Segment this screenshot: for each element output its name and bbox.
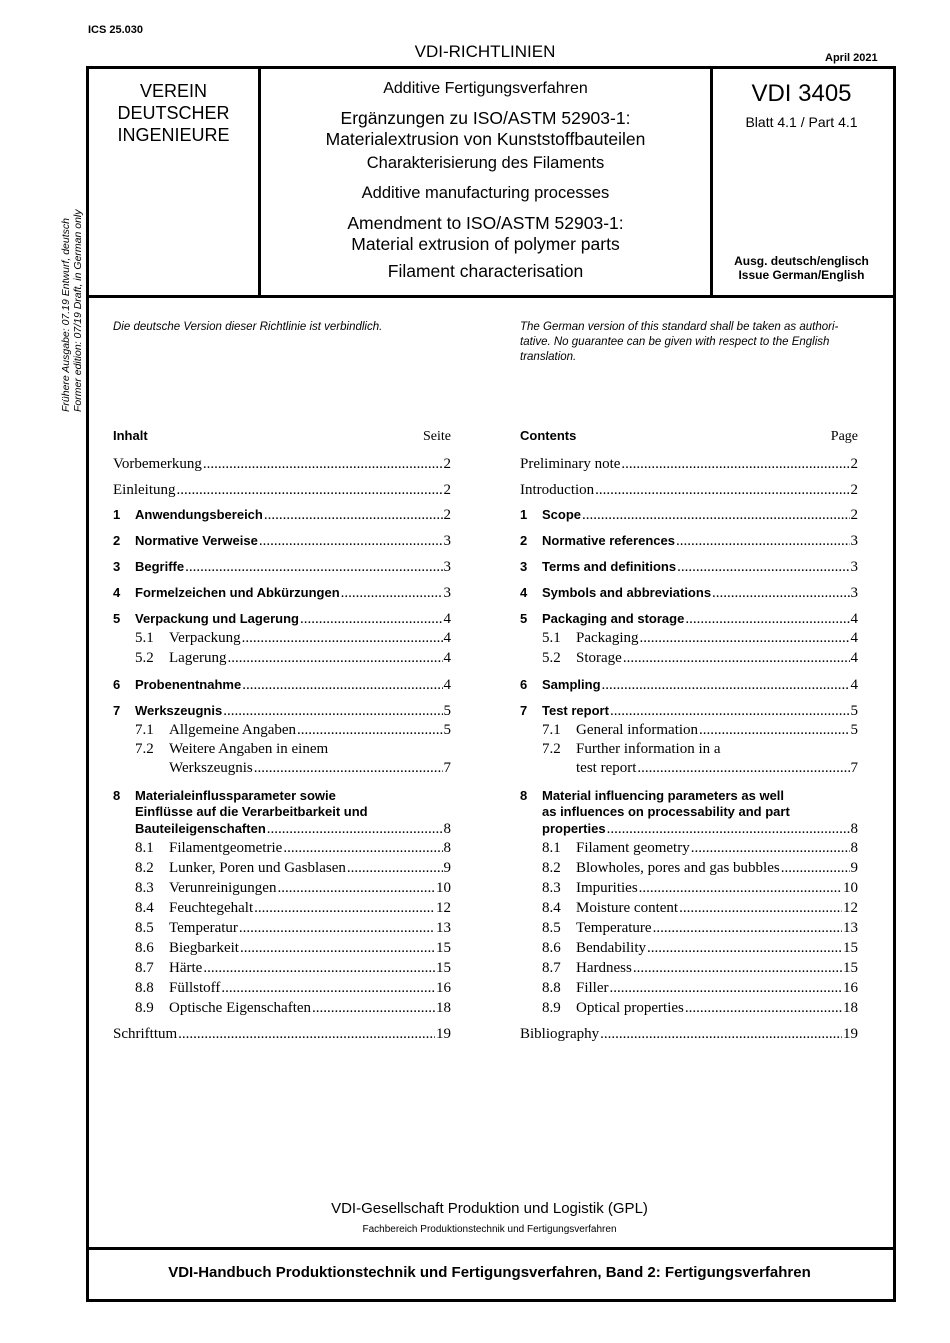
toc-entry[interactable]: 4 Symbols and abbreviations ..... 3 [520, 584, 858, 602]
title-en-sub3: Filament characterisation [387, 261, 584, 281]
toc-entry[interactable]: 7.1 Allgemeine Angaben ..... 5 [113, 720, 451, 740]
title-en-main: Additive manufacturing processes [361, 184, 610, 202]
toc-entry[interactable]: 8.5 Temperatur ..... 13 [113, 918, 451, 938]
toc-entry[interactable]: 5 Verpackung und Lagerung ..... 4 [113, 610, 451, 628]
notice-en: The German version of this standard shall be taken as authori- tative. No guarantee can be given with respect to the English translation. [520, 321, 839, 363]
notice-de: Die deutsche Version dieser Richtlinie ist verbindlich. [113, 321, 383, 333]
toc-entry[interactable]: Schrifttum ..... 19 [113, 1024, 451, 1044]
toc-entry[interactable]: 5 Packaging and storage ..... 4 [520, 610, 858, 628]
toc-entry[interactable]: Bibliography ..... 19 [520, 1024, 858, 1044]
toc-entry[interactable]: 7 Werkszeugnis ..... 5 [113, 702, 451, 720]
toc-heading: Inhalt [113, 428, 148, 443]
toc-entry[interactable]: 2 Normative Verweise ..... 3 [113, 532, 451, 550]
toc-entry[interactable]: 2 Normative references ..... 3 [520, 532, 858, 550]
title-de-main: Additive Fertigungsverfahren [383, 80, 588, 97]
toc-entry-line[interactable]: 7.2 Further information in a [542, 741, 721, 757]
toc-entry-line[interactable]: Einflüsse auf die Verarbeitbarkeit und [135, 804, 368, 819]
footer-division: Fachbereich Produktionstechnik und Fertigungsverfahren [362, 1224, 617, 1235]
title-de-sub1: Ergänzungen zu ISO/ASTM 52903-1: [340, 108, 631, 128]
toc-entry[interactable]: test report ..... 7 [520, 758, 858, 778]
toc-entry[interactable]: 8.4 Feuchtegehalt ..... 12 [113, 898, 451, 918]
toc-entry[interactable]: Einleitung ..... 2 [113, 480, 451, 500]
toc-entry[interactable]: 6 Sampling ..... 4 [520, 676, 858, 694]
toc-entry[interactable]: 5.1 Verpackung ..... 4 [113, 628, 451, 648]
title-de-sub3: Charakterisierung des Filaments [366, 154, 605, 172]
former-edition-en: Former edition: 07/19 Draft, in German only [72, 209, 84, 412]
title-de-sub2: Materialextrusion von Kunststoffbauteilen [325, 129, 646, 149]
toc-entry-line[interactable]: as influences on processability and part [542, 804, 790, 819]
toc-entry[interactable]: properties ..... 8 [520, 820, 858, 838]
toc-entry[interactable]: 3 Terms and definitions ..... 3 [520, 558, 858, 576]
toc-entry[interactable]: 8.7 Hardness ..... 15 [520, 958, 858, 978]
toc-entry[interactable]: 5.1 Packaging ..... 4 [520, 628, 858, 648]
toc-entry[interactable]: 6 Probenentnahme ..... 4 [113, 676, 451, 694]
toc-entry[interactable]: 8.3 Verunreinigungen ..... 10 [113, 878, 451, 898]
toc-entry[interactable]: 8.8 Füllstoff ..... 16 [113, 978, 451, 998]
toc-entry[interactable]: 5.2 Storage ..... 4 [520, 648, 858, 668]
toc-entry[interactable]: 3 Begriffe ..... 3 [113, 558, 451, 576]
toc-entry[interactable]: 1 Scope ..... 2 [520, 506, 858, 524]
standard-part: Blatt 4.1 / Part 4.1 [745, 114, 858, 130]
title-en-sub2: Material extrusion of polymer parts [351, 234, 620, 254]
former-edition-note [60, 209, 84, 412]
issue-date: April 2021 [825, 52, 878, 64]
toc-entry[interactable]: 8.8 Filler ..... 16 [520, 978, 858, 998]
toc-entry[interactable]: Preliminary note ..... 2 [520, 454, 858, 474]
toc-entry[interactable]: 1 Anwendungsbereich ..... 2 [113, 506, 451, 524]
toc-entry[interactable]: 8.6 Bendability ..... 15 [520, 938, 858, 958]
toc-entry[interactable]: Vorbemerkung ..... 2 [113, 454, 451, 474]
toc-entry-line[interactable]: 7.2 Weitere Angaben in einem [135, 741, 329, 757]
title-block [261, 78, 710, 282]
toc-entry[interactable]: Bauteileigenschaften ..... 8 [113, 820, 451, 838]
toc-english [520, 428, 858, 1044]
org-name: VEREIN DEUTSCHER INGENIEURE [117, 81, 230, 145]
issue-language: Ausg. deutsch/englisch Issue German/English [734, 254, 869, 282]
standard-number: VDI 3405 [751, 80, 852, 107]
toc-header [520, 428, 858, 446]
former-edition-de: Frühere Ausgabe: 07.19 Entwurf, deutsch [60, 218, 72, 412]
title-en-sub1: Amendment to ISO/ASTM 52903-1: [347, 213, 624, 233]
toc-entry[interactable]: 7 Test report ..... 5 [520, 702, 858, 720]
toc-entry-line[interactable]: 8 Materialeinflussparameter sowie [113, 788, 336, 803]
ics-code: ICS 25.030 [88, 24, 144, 36]
toc-entry[interactable]: 8.5 Temperature ..... 13 [520, 918, 858, 938]
toc-entry[interactable]: 8.9 Optische Eigenschaften ..... 18 [113, 998, 451, 1018]
toc-page-label: Seite [423, 429, 451, 444]
toc-entry[interactable]: 4 Formelzeichen und Abkürzungen ..... 3 [113, 584, 451, 602]
toc-entry[interactable]: 7.1 General information ..... 5 [520, 720, 858, 740]
toc-entry[interactable]: Introduction ..... 2 [520, 480, 858, 500]
toc-entry[interactable]: 8.1 Filament geometry ..... 8 [520, 838, 858, 858]
footer-handbook: VDI-Handbuch Produktionstechnik und Fertigungsverfahren, Band 2: Fertigungsverfahren [168, 1264, 811, 1281]
header-bottom-rule [86, 295, 894, 298]
toc-header [113, 428, 451, 446]
toc-entry[interactable]: 8.2 Lunker, Poren und Gasblasen ..... 9 [113, 858, 451, 878]
toc-entry[interactable]: 8.3 Impurities ..... 10 [520, 878, 858, 898]
toc-entry[interactable]: 8.7 Härte ..... 15 [113, 958, 451, 978]
series-title: VDI-RICHTLINIEN [414, 42, 556, 61]
toc-german [113, 428, 451, 1044]
toc-entry[interactable]: 8.1 Filamentgeometrie ..... 8 [113, 838, 451, 858]
toc-heading: Contents [520, 428, 577, 443]
footer-society: VDI-Gesellschaft Produktion und Logistik (GPL) [331, 1200, 648, 1217]
toc-entry[interactable]: 8.2 Blowholes, pores and gas bubbles ..... 9 [520, 858, 858, 878]
toc-entry[interactable]: 8.4 Moisture content ..... 12 [520, 898, 858, 918]
footer-rule [86, 1247, 894, 1250]
toc-entry-line[interactable]: 8 Material influencing parameters as well [520, 788, 785, 803]
toc-page-label: Page [830, 429, 858, 444]
toc-entry[interactable]: Werkszeugnis ..... 7 [113, 758, 451, 778]
toc-entry[interactable]: 8.9 Optical properties ..... 18 [520, 998, 858, 1018]
toc-entry[interactable]: 8.6 Biegbarkeit ..... 15 [113, 938, 451, 958]
toc-entry[interactable]: 5.2 Lagerung ..... 4 [113, 648, 451, 668]
